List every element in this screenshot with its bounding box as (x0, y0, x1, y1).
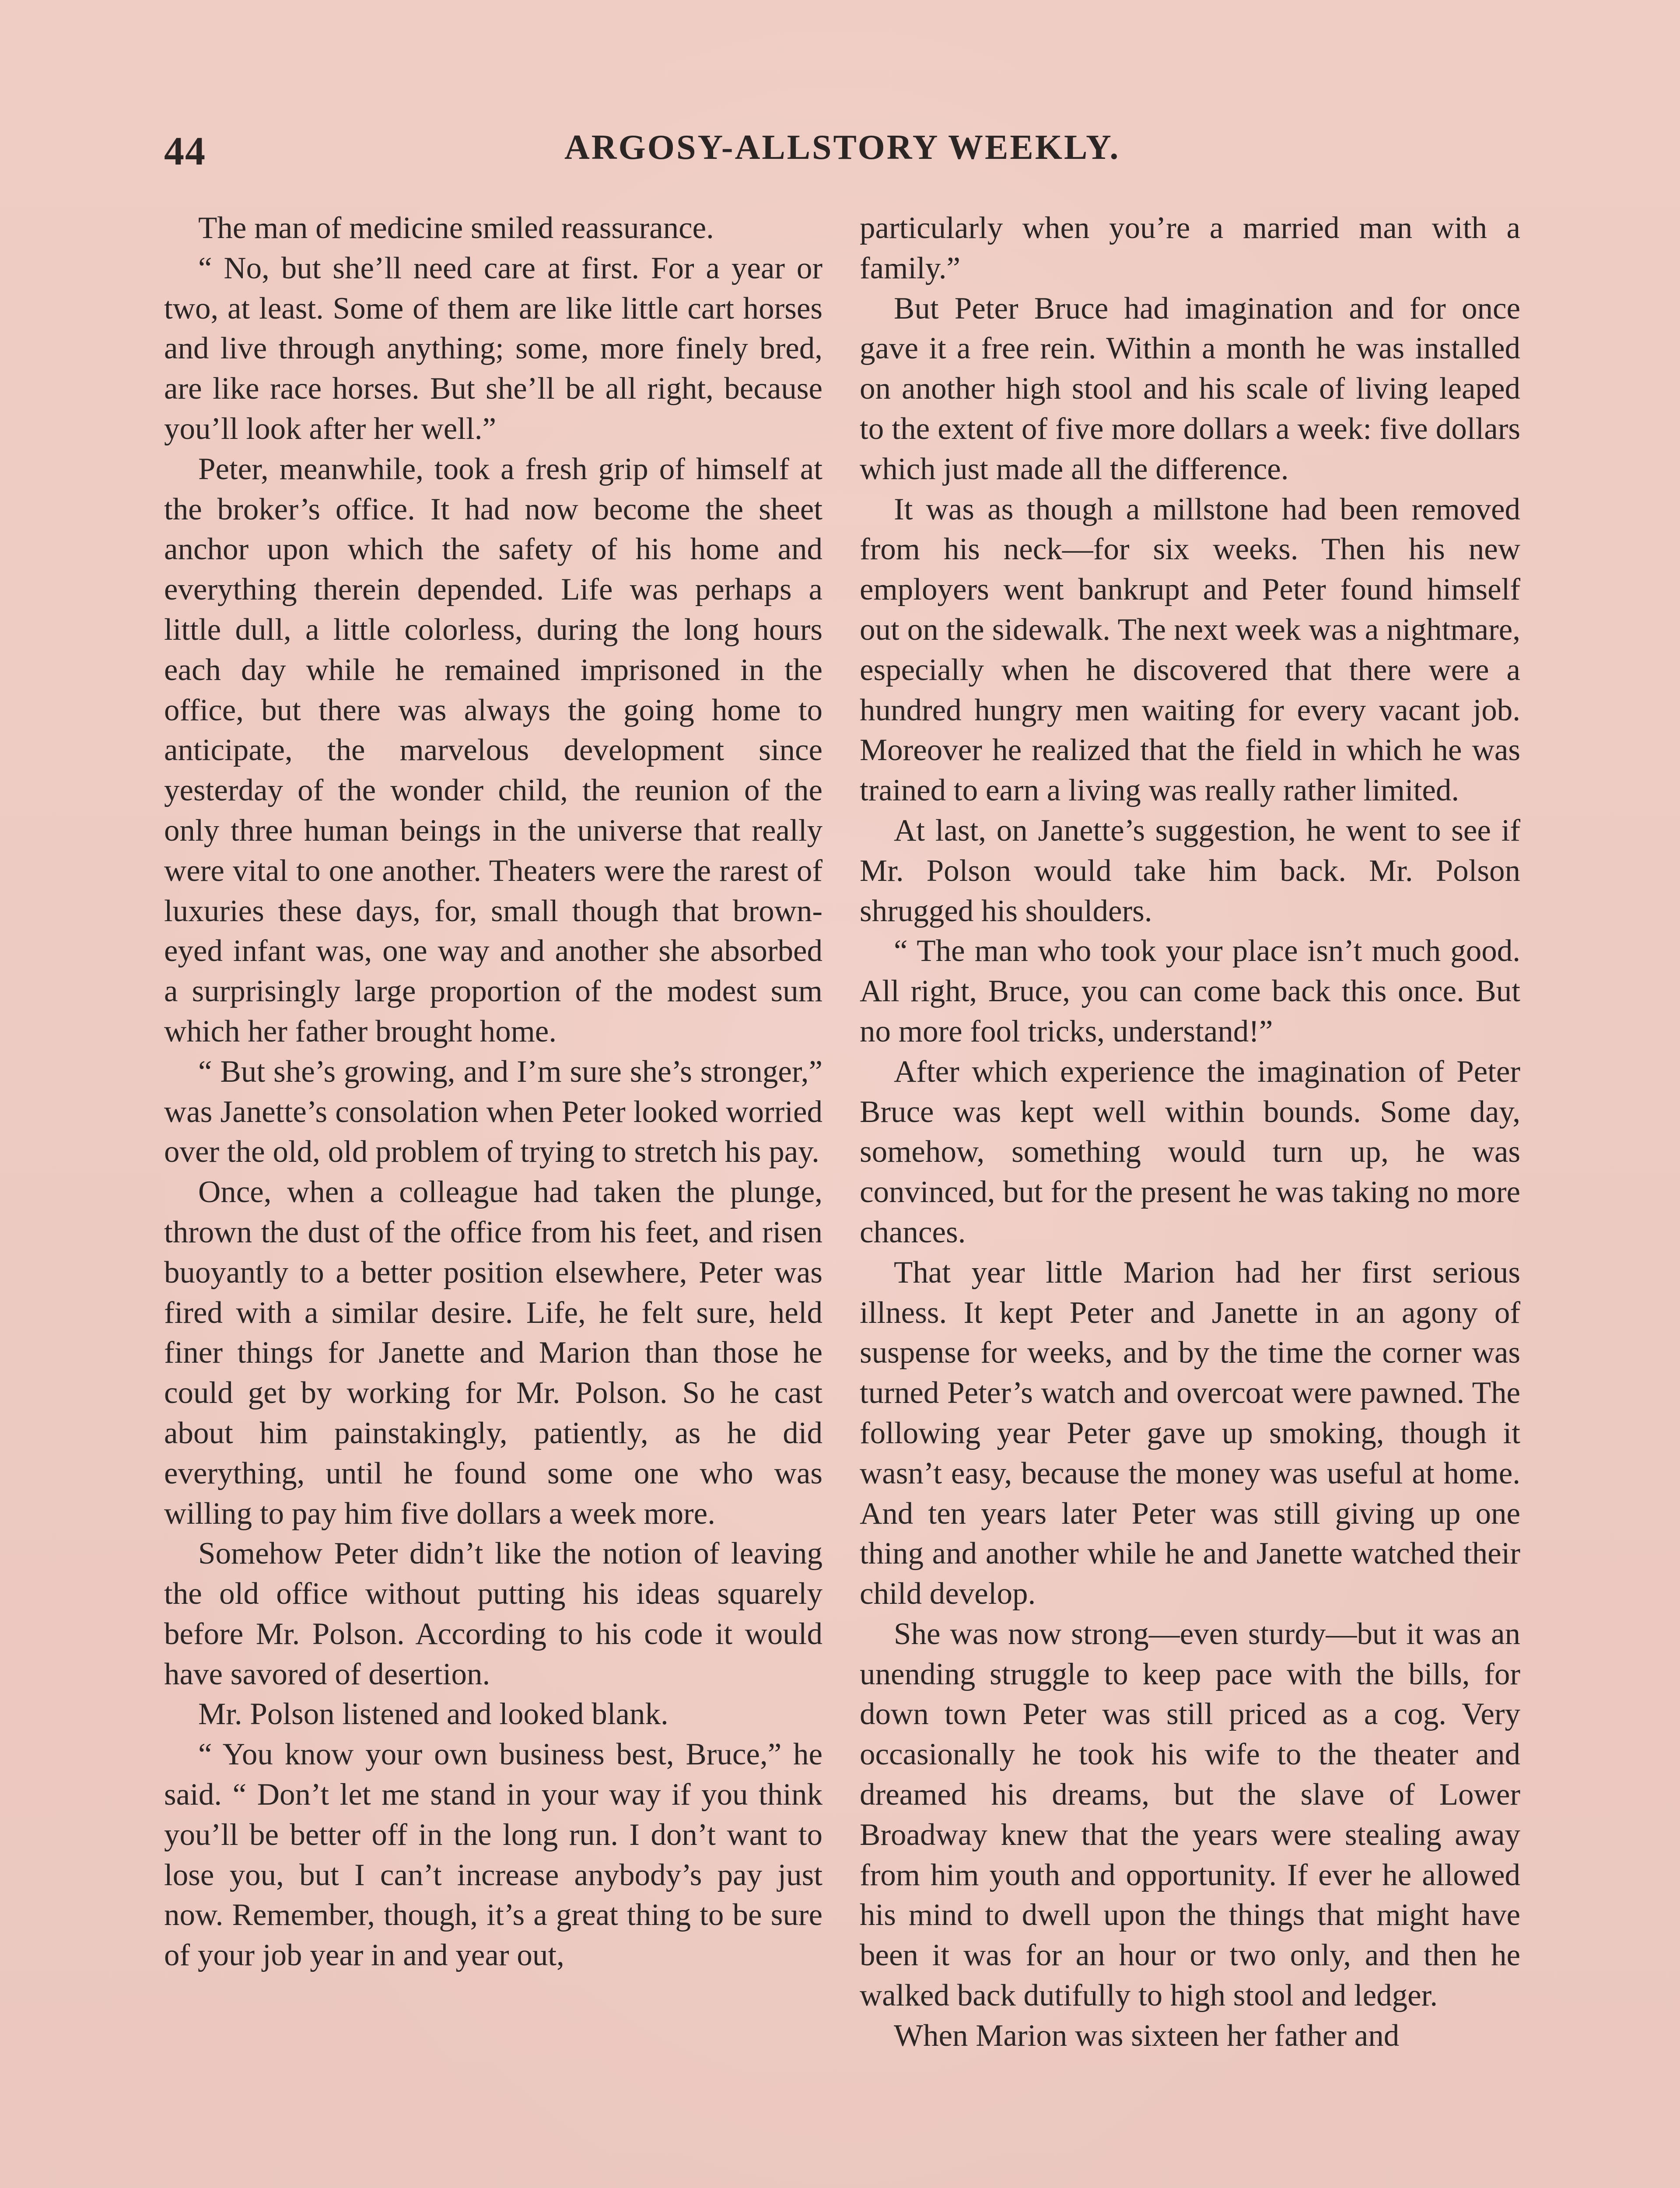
paragraph: Once, when a colleague had taken the plunge, thrown the dust of the office from his feet, and risen buoyantly to a better position elsewhere, Peter was fired with a similar desire. Life, he felt sure, held finer things for Janette and Marion than those he could get by working for Mr. Polson. So he cast about him painstakingly, patiently, as he did everything, until he found some one who was willing to pay him five dollars a week more. (164, 1175, 822, 1531)
paragraph: “ You know your own business best, Bruce,” he said. “ Don’t let me stand in your way if you think you’ll be better off in the long run. I don’t want to lose you, but I can’t increase anybody’s pay just now. Remember, though, it’s a great thing to be sure of your job year in and year out, (164, 1737, 822, 1973)
paragraph: “ The man who took your place isn’t much good. All right, Bruce, you can come back this once. But no more fool tricks, understand!” (860, 934, 1520, 1048)
paragraph: Peter, meanwhile, took a fresh grip of himself at the broker’s office. It had now become the sheet anchor upon which the safety of his home and everything therein depended. Life was perhaps a little dull, a little colorless, during the long hours each day while he remained imprisoned in the office, but there was always the going home to anticipate, the marvelous development since yesterday of the wonder child, the reunion of the only three human beings in the universe that really were vital to one another. Theaters were the rarest of luxuries these days, for, small though that brown-eyed infant was, one way and another she absorbed a surprisingly large proportion of the modest sum which her father brought home. (164, 452, 822, 1048)
page-number: 44 (164, 129, 206, 173)
paragraph: “ But she’s growing, and I’m sure she’s stronger,” was Janette’s consolation when Peter looked worried over the old, old problem of trying to stretch his pay. (164, 1054, 822, 1169)
paragraph: After which experience the imagination of Peter Bruce was kept well within bounds. Some day, somehow, something would turn up, he was convinced, but for the present he was taking no more chances. (860, 1054, 1520, 1249)
paragraph: The man of medicine smiled reassurance. (198, 211, 714, 245)
running-title: ARGOSY-ALLSTORY WEEKLY. (564, 128, 1120, 167)
page-header (164, 128, 1516, 176)
paragraph: She was now strong—even sturdy—but it was an unending struggle to keep pace with the bills, for down town Peter was still priced as a cog. Very occasionally he took his wife to the theater and dreamed his dreams, but the slave of Lower Broadway knew that the years were stealing away from him youth and opportunity. If ever he allowed his mind to dwell upon the things that might have been it was for an hour or two only, and then he walked back dutifully to high stool and ledger. (860, 1616, 1520, 2013)
paragraph: “ No, but she’ll need care at first. For a year or two, at least. Some of them are like little cart horses and live through anything; some, more finely bred, are like race horses. But she’ll be all right, because you’ll look after her well.” (164, 251, 822, 446)
paragraph: That year little Marion had her first serious illness. It kept Peter and Janette in an agony of suspense for weeks, and by the time the corner was turned Peter’s watch and overcoat were pawned. The following year Peter gave up smoking, though it wasn’t easy, because the money was useful at home. And ten years later Peter was still giving up one thing and another while he and Janette watched their child develop. (860, 1255, 1520, 1611)
paragraph-continued: particularly when you’re a married man with a family.” (860, 211, 1520, 285)
right-column (860, 208, 1520, 2188)
paragraph: Somehow Peter didn’t like the notion of leaving the old office without putting his ideas squarely before Mr. Polson. According to his code it would have savored of desertion. (164, 1536, 822, 1691)
paragraph: But Peter Bruce had imagination and for once gave it a free rein. Within a month he was installed on another high stool and his scale of living leaped to the extent of five more dollars a week: five dollars which just made all the difference. (860, 291, 1520, 486)
left-column (164, 208, 822, 2188)
paragraph: Mr. Polson listened and looked blank. (198, 1697, 668, 1732)
paragraph: At last, on Janette’s suggestion, he went to see if Mr. Polson would take him back. Mr. Polson shrugged his shoulders. (860, 813, 1520, 928)
paragraph: It was as though a millstone had been removed from his neck—for six weeks. Then his new employers went bankrupt and Peter found himself out on the sidewalk. The next week was a nightmare, especially when he discovered that there were a hundred hungry men waiting for every vacant job. Moreover he realized that the field in which he was trained to earn a living was really rather limited. (860, 492, 1520, 808)
paragraph: When Marion was sixteen her father and (894, 2018, 1400, 2053)
